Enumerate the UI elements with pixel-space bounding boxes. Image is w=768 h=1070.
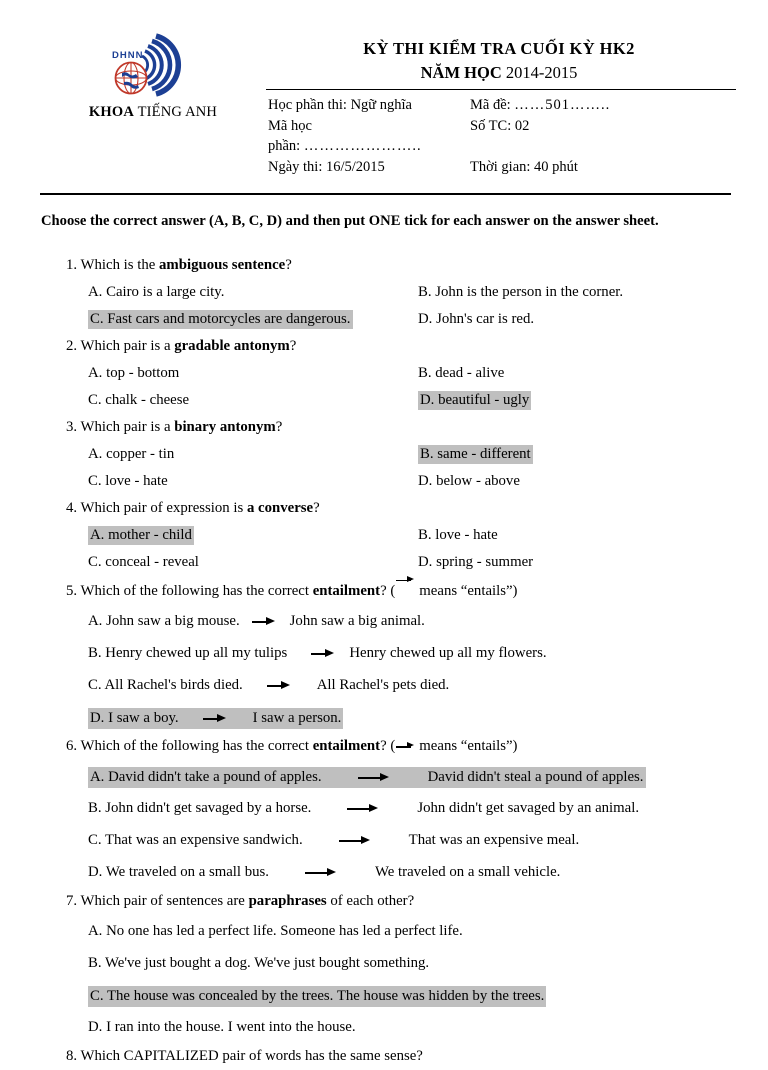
exam-date-value: 16/5/2015 bbox=[326, 158, 385, 175]
option-text: C. conceal - reveal bbox=[88, 553, 199, 570]
entails-arrow-icon bbox=[358, 772, 392, 782]
entailment-conclusion: John saw a big animal. bbox=[289, 612, 425, 629]
option-a[interactable] bbox=[88, 526, 194, 544]
option-b[interactable] bbox=[418, 526, 498, 544]
option-grid bbox=[0, 279, 768, 333]
question-stem-suffix: ? ( bbox=[380, 737, 396, 754]
instruction-text: Choose the correct answer (A, B, C, D) and then put ONE tick for each answer on the answer sheet. bbox=[41, 213, 659, 229]
option-c[interactable] bbox=[88, 669, 768, 701]
option-text-highlighted: C. The house was concealed by the trees. The house was hidden by the trees. bbox=[88, 986, 546, 1007]
question-8 bbox=[0, 1043, 768, 1070]
option-a[interactable] bbox=[88, 605, 768, 637]
question-stem-text: Which pair is a bbox=[80, 418, 175, 435]
question-stem bbox=[0, 495, 768, 522]
option-a[interactable] bbox=[88, 283, 224, 301]
option-b[interactable] bbox=[88, 792, 768, 824]
exam-code-cell bbox=[470, 95, 738, 116]
question-number: 4. bbox=[66, 499, 81, 516]
option-b[interactable] bbox=[88, 947, 768, 979]
option-c[interactable] bbox=[88, 979, 768, 1011]
subject-cell bbox=[268, 95, 470, 116]
option-c[interactable] bbox=[88, 310, 353, 328]
question-stem-legend: means “entails”) bbox=[419, 582, 518, 599]
question-stem-keyword: gradable antonym bbox=[174, 337, 290, 354]
exam-info-table bbox=[268, 95, 738, 177]
option-text: C. love - hate bbox=[88, 472, 168, 489]
option-row bbox=[0, 306, 768, 333]
info-row-subject bbox=[268, 95, 738, 116]
option-text: D. I ran into the house. I went into the house. bbox=[88, 1018, 356, 1035]
credits-label: Số TC: bbox=[470, 117, 512, 134]
option-text bbox=[88, 799, 639, 817]
option-text: B. dead - alive bbox=[418, 364, 505, 381]
duration-value: 40 phút bbox=[534, 158, 578, 175]
option-text: A. top - bottom bbox=[88, 364, 180, 381]
option-text: D. below - above bbox=[418, 472, 520, 489]
exam-title: KỲ THI KIỂM TRA CUỐI KỲ HK2 bbox=[363, 39, 635, 58]
entailment-premise: D. I saw a boy. bbox=[90, 709, 179, 726]
option-c[interactable] bbox=[88, 472, 168, 490]
entails-arrow-icon bbox=[347, 803, 381, 813]
question-number: 3. bbox=[66, 418, 81, 435]
option-a[interactable] bbox=[88, 445, 174, 463]
subject-label: Học phần thi: bbox=[268, 97, 347, 113]
option-d[interactable] bbox=[418, 310, 534, 328]
question-stem-text: Which is the bbox=[80, 257, 160, 273]
question-stem-text: Which pair of sentences are bbox=[80, 892, 249, 909]
entailment-conclusion: That was an expensive meal. bbox=[408, 831, 580, 848]
svg-text:DHNN: DHNN bbox=[112, 50, 144, 61]
question-3 bbox=[0, 414, 768, 495]
option-c[interactable] bbox=[88, 553, 199, 571]
question-6 bbox=[0, 733, 768, 888]
exam-date-label: Ngày thi: bbox=[268, 158, 323, 175]
option-text-highlighted: C. Fast cars and motorcycles are dangerous. bbox=[90, 310, 351, 327]
question-number: 7. bbox=[66, 892, 81, 909]
info-row-date bbox=[268, 157, 738, 178]
entails-arrow-icon bbox=[396, 580, 418, 590]
option-text bbox=[88, 612, 425, 630]
academic-year-value: 2014-2015 bbox=[505, 63, 578, 83]
question-stem bbox=[0, 576, 768, 605]
entails-arrow-icon bbox=[267, 680, 293, 690]
module-label: Mã học bbox=[268, 117, 312, 134]
option-row bbox=[0, 279, 768, 306]
question-stem-legend: means “entails”) bbox=[419, 737, 518, 754]
entails-arrow-icon bbox=[396, 741, 418, 751]
faculty-name bbox=[78, 104, 228, 121]
question-number: 2. bbox=[66, 337, 81, 354]
question-stem bbox=[0, 733, 768, 760]
exam-title-block bbox=[258, 38, 740, 84]
option-text-highlighted: D. beautiful - ugly bbox=[420, 391, 530, 408]
module-cell-cont bbox=[268, 136, 470, 157]
header-divider-thin bbox=[266, 89, 736, 90]
entailment-conclusion: We traveled on a small vehicle. bbox=[375, 863, 561, 880]
entailment-premise: A. John saw a big mouse. bbox=[88, 612, 240, 629]
question-stem bbox=[0, 888, 768, 915]
module-label-cont: phần: bbox=[268, 138, 301, 155]
option-c[interactable] bbox=[88, 391, 189, 409]
option-grid bbox=[0, 441, 768, 495]
subject-value: Ngữ nghĩa bbox=[350, 97, 412, 113]
option-grid bbox=[0, 360, 768, 414]
faculty-name-rest: TIẾNG ANH bbox=[137, 104, 218, 120]
entailment-premise: D. We traveled on a small bus. bbox=[88, 863, 269, 880]
duration-label: Thời gian: bbox=[470, 158, 531, 175]
option-b[interactable] bbox=[88, 637, 768, 669]
option-row bbox=[0, 441, 768, 468]
entailment-conclusion: David didn't steal a pound of apples. bbox=[427, 768, 644, 785]
option-d[interactable] bbox=[418, 391, 531, 409]
info-row-module bbox=[268, 116, 738, 137]
question-stem-keyword: a converse bbox=[246, 499, 314, 516]
question-number: 6. bbox=[66, 737, 81, 754]
question-1 bbox=[0, 252, 768, 333]
option-row bbox=[0, 387, 768, 414]
question-4 bbox=[0, 495, 768, 576]
question-stem-suffix: ? bbox=[285, 257, 292, 273]
dhnn-university-logo-icon bbox=[78, 28, 228, 102]
question-stem bbox=[0, 333, 768, 360]
header-divider-thick bbox=[40, 193, 731, 195]
option-text-highlighted bbox=[88, 708, 343, 729]
question-number: 1. bbox=[66, 257, 81, 273]
exam-code-label: Mã đề: bbox=[470, 97, 511, 113]
option-d[interactable] bbox=[418, 472, 520, 490]
entails-arrow-icon bbox=[339, 835, 373, 845]
question-stem-text: Which CAPITALIZED pair of words has the same sense? bbox=[80, 1047, 423, 1064]
option-a[interactable] bbox=[88, 915, 768, 947]
option-text: B. We've just bought a dog. We've just bought something. bbox=[88, 954, 430, 971]
question-7 bbox=[0, 888, 768, 1043]
question-stem-suffix: ? bbox=[289, 337, 297, 354]
question-stem-suffix: ? bbox=[275, 418, 283, 435]
question-stem-text: Which of the following has the correct bbox=[80, 582, 313, 599]
option-text bbox=[88, 644, 547, 662]
option-text-highlighted: A. mother - child bbox=[90, 526, 192, 543]
option-text: D. spring - summer bbox=[418, 553, 534, 570]
option-row bbox=[0, 549, 768, 576]
academic-year-label: NĂM HỌC bbox=[420, 63, 502, 83]
option-d[interactable] bbox=[88, 701, 768, 733]
option-list bbox=[0, 760, 768, 888]
question-number: 5. bbox=[66, 582, 81, 599]
question-stem-text: Which pair is a bbox=[80, 337, 175, 354]
option-text-highlighted bbox=[88, 767, 646, 788]
question-stem-suffix: of each other? bbox=[326, 892, 415, 909]
entailment-premise: A. David didn't take a pound of apples. bbox=[90, 768, 322, 785]
question-stem-suffix: ? ( bbox=[380, 582, 396, 599]
entails-arrow-icon bbox=[252, 616, 278, 626]
faculty-name-bold: KHOA bbox=[88, 104, 134, 120]
question-stem-keyword: entailment bbox=[312, 582, 381, 599]
credits-cell bbox=[470, 116, 738, 137]
option-text: D. John's car is red. bbox=[418, 310, 535, 327]
question-stem bbox=[0, 1043, 768, 1070]
entailment-premise: C. All Rachel's birds died. bbox=[88, 676, 243, 693]
entailment-premise: C. That was an expensive sandwich. bbox=[88, 831, 303, 848]
entails-arrow-icon bbox=[203, 713, 229, 723]
question-stem-text: Which pair of expression is bbox=[80, 499, 247, 516]
exam-code-value: ……501…….. bbox=[514, 97, 611, 113]
option-d[interactable] bbox=[88, 1011, 768, 1043]
question-5 bbox=[0, 576, 768, 733]
option-text: A. No one has led a perfect life. Someone has led a perfect life. bbox=[88, 922, 463, 939]
option-grid bbox=[0, 522, 768, 576]
spacer-cell bbox=[470, 136, 738, 157]
option-a[interactable] bbox=[88, 364, 179, 382]
document-header bbox=[0, 0, 768, 178]
option-list bbox=[0, 605, 768, 733]
entails-arrow-icon bbox=[311, 648, 337, 658]
option-text-highlighted: B. same - different bbox=[420, 445, 531, 462]
entailment-premise: B. Henry chewed up all my tulips bbox=[88, 644, 288, 661]
entailment-conclusion: All Rachel's pets died. bbox=[316, 676, 450, 693]
option-text bbox=[88, 831, 579, 849]
module-value: ………………….. bbox=[303, 138, 422, 155]
entailment-conclusion: Henry chewed up all my flowers. bbox=[349, 644, 547, 661]
entailment-premise: B. John didn't get savaged by a horse. bbox=[88, 799, 312, 816]
entailment-conclusion: I saw a person. bbox=[252, 709, 342, 726]
module-cell bbox=[268, 116, 470, 137]
option-c[interactable] bbox=[88, 824, 768, 856]
question-2 bbox=[0, 333, 768, 414]
question-stem-keyword: ambiguous sentence bbox=[159, 257, 286, 273]
question-stem-keyword: binary antonym bbox=[174, 418, 276, 435]
entailment-conclusion: John didn't get savaged by an animal. bbox=[417, 799, 640, 816]
option-text bbox=[88, 676, 449, 694]
option-text: A. Cairo is a large city. bbox=[88, 283, 225, 300]
option-b[interactable] bbox=[418, 283, 623, 301]
option-d[interactable] bbox=[88, 856, 768, 888]
info-row-module-cont bbox=[268, 136, 738, 157]
option-row bbox=[0, 522, 768, 549]
option-text bbox=[88, 863, 560, 881]
question-list bbox=[0, 252, 768, 1070]
option-a[interactable] bbox=[88, 760, 768, 792]
option-d[interactable] bbox=[418, 553, 533, 571]
question-stem-keyword: paraphrases bbox=[248, 892, 327, 909]
option-text: A. copper - tin bbox=[88, 445, 175, 462]
option-row bbox=[0, 360, 768, 387]
option-b[interactable] bbox=[418, 445, 533, 463]
option-text: C. chalk - cheese bbox=[88, 391, 190, 408]
question-number: 8. bbox=[66, 1047, 81, 1064]
option-b[interactable] bbox=[418, 364, 504, 382]
institution-logo-block bbox=[78, 28, 228, 121]
question-stem-keyword: entailment bbox=[312, 737, 381, 754]
option-text: B. John is the person in the corner. bbox=[418, 283, 624, 300]
question-stem bbox=[0, 252, 768, 279]
question-stem-suffix: ? bbox=[313, 499, 320, 516]
option-text: B. love - hate bbox=[418, 526, 498, 543]
date-cell bbox=[268, 157, 470, 178]
credits-value: 02 bbox=[514, 117, 530, 134]
option-row bbox=[0, 468, 768, 495]
duration-cell bbox=[470, 157, 738, 178]
entails-arrow-icon bbox=[305, 867, 339, 877]
academic-year-line bbox=[258, 61, 740, 84]
question-stem bbox=[0, 414, 768, 441]
question-stem-text: Which of the following has the correct bbox=[80, 737, 313, 754]
